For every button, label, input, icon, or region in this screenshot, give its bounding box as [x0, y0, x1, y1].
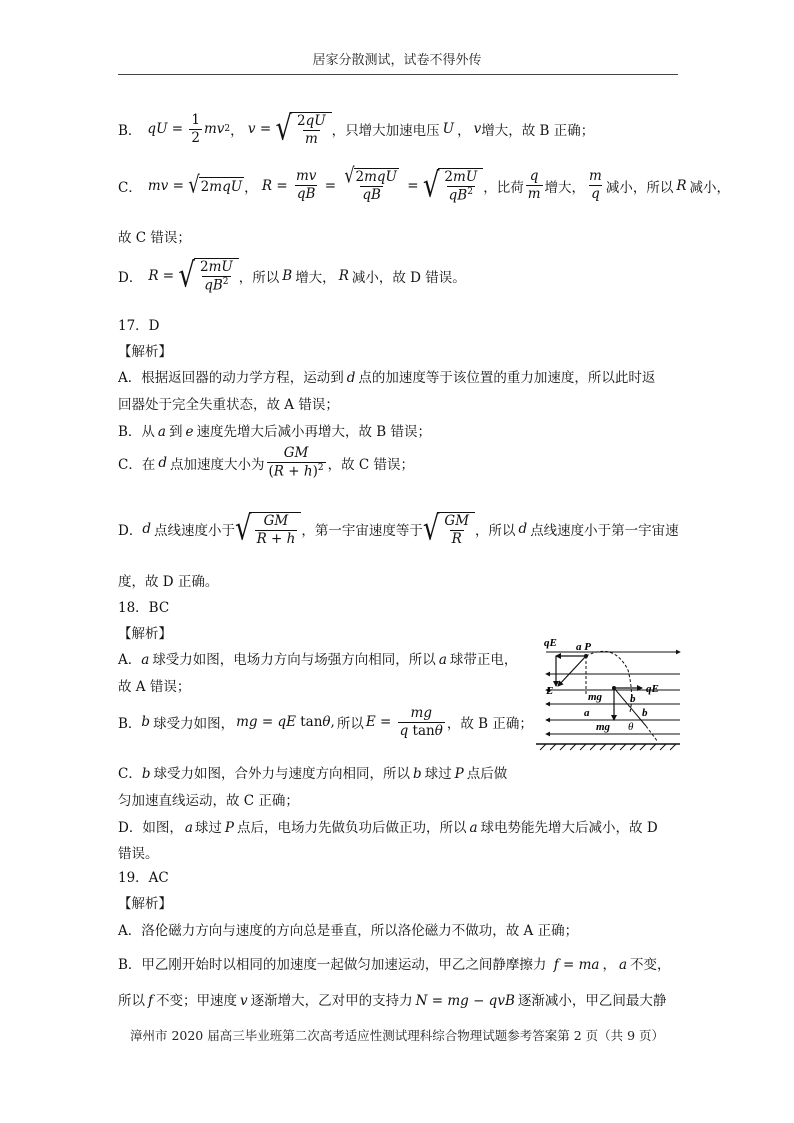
q16-c-text2: 增大， — [544, 179, 586, 196]
q18-option-c-cont: 匀加速直线运动，故 C 正确； — [118, 793, 299, 809]
header-rule — [118, 74, 678, 75]
q17-b-text1: B．从 — [118, 424, 155, 440]
page-footer: 漳州市 2020 届高三毕业班第二次高考适应性测试理科综合物理试题参考答案第 2 页（共 9 页） — [129, 1028, 665, 1043]
q19-b-formula2: N = mg − qvB — [415, 993, 515, 1009]
q19-b-text7: 逐渐减小，甲乙间最大静 — [517, 993, 667, 1009]
q18-option-a — [118, 648, 517, 668]
q16-d-var-b: B — [282, 267, 293, 284]
q16-b-text3: 增大，故 B 正确； — [481, 123, 595, 140]
q19-analysis: 【解析】 — [118, 896, 172, 912]
label-a-p: a P — [576, 641, 591, 653]
q18-b-formula2: E = $\frac{mg}{\text{q tanθ}}$ — [365, 705, 443, 739]
q18-c-text4: 点后做 — [466, 766, 508, 782]
q19-b-var-v: v — [240, 993, 248, 1009]
label-e: E — [546, 685, 554, 697]
q18-option-c — [118, 762, 507, 782]
q18-d-var-a2: a — [469, 820, 478, 836]
label-theta: θ — [628, 721, 634, 733]
q16-d-var-r: R — [338, 267, 349, 284]
q17-d-var2: d — [518, 521, 528, 538]
q16-b-text2: ， — [457, 123, 471, 140]
q18-option-d-cont: 错误。 — [118, 846, 159, 862]
q18-c-var: b — [141, 766, 151, 782]
q17-option-d-cont: 度，故 D 正确。 — [118, 574, 219, 590]
q17-a-text1: A．根据返回器的动力学方程，运动到 — [118, 370, 344, 386]
label-qe-1: qE — [544, 637, 557, 649]
q19-option-a: A．洛伦磁力方向与速度的方向总是垂直，所以洛伦磁力不做功，故 A 正确； — [118, 923, 579, 939]
q19-b-var-a: a — [618, 957, 628, 973]
q19-number: 19．AC — [118, 870, 169, 886]
q19-b-text3: 不变， — [630, 957, 671, 973]
q17-d-var: d — [142, 521, 151, 538]
q16-c-frac1: $\frac{q}{m}$ — [527, 168, 541, 203]
q18-c-text3: 球过 — [424, 766, 452, 782]
q17-b-text2: 到 — [168, 424, 183, 440]
q17-option-c — [118, 446, 414, 479]
q18-b-text2: 球受力如图， — [153, 716, 235, 733]
ball-b — [612, 686, 616, 690]
q17-option-a — [118, 366, 655, 386]
q18-d-text4: 球电势能先增大后减小，故 D — [480, 820, 658, 836]
q18-d-var-a: a — [184, 820, 193, 836]
q16-c-label: C． — [118, 179, 142, 196]
q19-b-var-f: f — [148, 993, 153, 1009]
q16-option-d — [118, 256, 466, 296]
label-qe-2: qE — [646, 683, 659, 695]
q19-b-text2: ， — [602, 957, 616, 973]
q18-b-formula1: mg = qE tanθ, — [236, 714, 335, 731]
q19-option-b-cont — [118, 989, 666, 1009]
q18-a-text1: A． — [118, 652, 142, 668]
q17-number: 17．D — [118, 318, 160, 334]
q17-option-d — [118, 509, 679, 549]
q16-d-formula: R = √ $\frac{2mU}{qB^2}$ — [148, 258, 238, 293]
q18-option-d — [118, 816, 658, 836]
label-b-2: b — [642, 707, 648, 719]
q18-b-text4: ，故 B 正确； — [446, 716, 533, 733]
q16-c-var-r: R — [676, 177, 687, 194]
ground-hatch — [540, 744, 676, 750]
label-mg-2: mg — [596, 721, 611, 733]
q16-b-label: B． — [118, 123, 142, 140]
q19-option-b — [118, 953, 671, 973]
q18-option-a-cont: 故 A 错误； — [118, 679, 191, 695]
q16-c-cont: 故 C 错误； — [118, 230, 191, 246]
q16-c-text3: 减小，所以 — [605, 179, 674, 196]
q18-c-text1: C． — [118, 766, 142, 782]
q17-option-a-cont: 回器处于完全失重状态，故 A 错误； — [118, 397, 339, 413]
q17-c-var: d — [158, 454, 167, 471]
label-a: a — [584, 707, 590, 719]
q18-a-var: a — [141, 652, 150, 668]
q16-b-text: ，只增大加速电压 — [331, 123, 440, 140]
page-header: 居家分散测试，试卷不得外传 — [312, 53, 482, 68]
q16-b-var-u: U — [442, 121, 455, 138]
q19-b-text5: 不变；甲速度 — [156, 993, 237, 1009]
label-b-1: b — [630, 693, 636, 705]
q16-d-text2: 增大， — [295, 269, 336, 286]
q16-c-text: ，比荷 — [483, 179, 524, 196]
q19-b-text6: 逐渐增大，乙对甲的支持力 — [250, 993, 413, 1009]
q19-b-text1: B．甲乙刚开始时以相同的加速度一起做匀加速运动，甲乙之间静摩擦力 — [118, 957, 547, 973]
q17-a-var: d — [346, 370, 356, 386]
q17-d-text3: ，所以 — [475, 523, 516, 540]
q19-b-text4: 所以 — [118, 993, 145, 1009]
q17-c-text2: 点加速度大小为 — [170, 456, 265, 473]
q16-c-text4: 减小， — [689, 179, 730, 196]
q18-d-text1: D．如图， — [118, 820, 183, 836]
q16-c-formula: mv = √ 2 mqU ， R = $\frac{mv}{qB}$ = √ 2 mqU qB = √ $\frac{2mU}{qB^2}$ — [148, 168, 483, 203]
q18-b-text1: B． — [118, 716, 142, 733]
ball-a — [584, 654, 588, 658]
q18-d-text2: 球过 — [194, 820, 222, 836]
q18-d-var-p: P — [224, 820, 234, 836]
q16-d-label: D． — [118, 269, 143, 286]
q17-d-formula2: √ $\frac{GM}{R}$ — [423, 512, 475, 547]
q17-b-text3: 速度先增大后减小再增大，故 B 错误； — [196, 424, 431, 440]
q18-d-text3: 点后，电场力先做负功后做正功，所以 — [236, 820, 467, 836]
q17-d-text4: 点线速度小于第一宇宙速 — [530, 523, 679, 540]
q18-analysis: 【解析】 — [118, 626, 172, 642]
q17-d-label: D． — [118, 523, 143, 540]
q17-a-text2: 点的加速度等于该位置的重力加速度，所以此时返 — [358, 370, 656, 386]
q18-c-var-p: P — [454, 766, 464, 782]
q18-a-var2: a — [438, 652, 447, 668]
q17-c-text1: C．在 — [118, 456, 156, 473]
q18-a-text2: 球受力如图，电场力方向与场强方向相同，所以 — [152, 652, 436, 668]
q18-c-var2: b — [413, 766, 422, 782]
q17-d-text1: 点线速度小于 — [153, 523, 235, 540]
q18-b-text3: 所以 — [336, 716, 364, 733]
q18-a-text3: 球带正电， — [449, 652, 518, 668]
q17-b-var-e: e — [185, 424, 194, 440]
q16-c-frac2: $\frac{m}{q}$ — [589, 168, 602, 203]
q17-c-text3: ，故 C 错误； — [327, 456, 414, 473]
q18-option-b — [118, 706, 533, 739]
q18-number: 18．BC — [118, 600, 170, 616]
q16-b-formula: qU = $\frac{1}{2}$ mv 2 ， v = √ $\frac{2qU}{m}$ — [147, 112, 331, 147]
q16-d-text: ，所以 — [238, 269, 280, 286]
q16-option-b — [118, 109, 595, 149]
q16-b-var-v: v — [473, 121, 482, 138]
q17-analysis: 【解析】 — [118, 344, 172, 360]
q19-b-formula: f = ma — [553, 957, 600, 973]
q17-d-formula1: √ $\frac{GM}{R + h}$ — [235, 512, 301, 547]
label-mg-1: mg — [588, 691, 603, 703]
q16-d-text3: 减小，故 D 错误。 — [351, 269, 466, 286]
q17-option-b — [118, 420, 431, 440]
q17-c-formula: $\frac{GM}{(R + h)^2}$ — [268, 445, 324, 480]
q16-option-c — [118, 163, 730, 206]
q17-b-var-a: a — [157, 424, 166, 440]
q17-d-text2: ，第一宇宙速度等于 — [301, 523, 423, 540]
q18-b-var: b — [141, 714, 151, 731]
q18-force-diagram — [534, 634, 682, 754]
a-resultant-arrow — [558, 656, 586, 686]
q18-c-text2: 球受力如图，合外力与速度方向相同，所以 — [153, 766, 410, 782]
